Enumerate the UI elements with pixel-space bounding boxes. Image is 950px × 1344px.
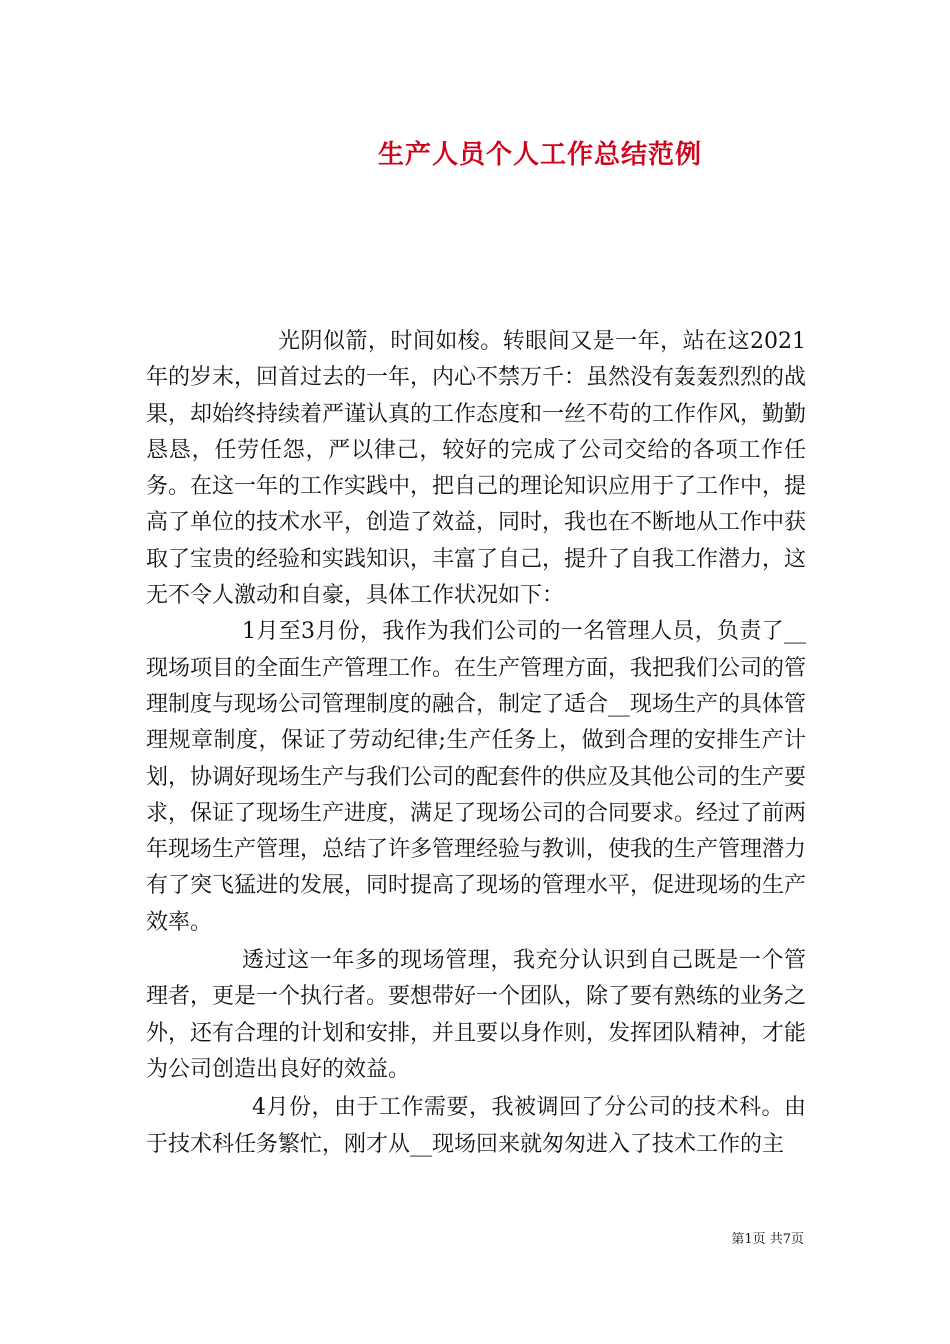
paragraph-april: 4月份，由于工作需要，我被调回了分公司的技术科。由于技术科任务繁忙，刚才从__现场回来就匆匆进入了技术工作的主 — [146, 1095, 806, 1157]
document-title: 生产人员个人工作总结范例 — [377, 140, 702, 170]
paragraph-reflection: 透过这一年多的现场管理，我充分认识到自己既是一个管理者，更是一个执行者。要想带好一个团队，除了要有熟练的业务之外，还有合理的计划和安排，并且要以身作则，发挥团队精神，才能为公司创造出良好的效益。 — [146, 948, 807, 1082]
page-number-footer: 第1页 共7页 — [731, 1232, 804, 1247]
paragraph-jan-mar: 1月至3月份，我作为我们公司的一名管理人员，负责了__现场项目的全面生产管理工作。在生产管理方面，我把我们公司的管理制度与现场公司管理制度的融合，制定了适合__现场生产的具体管理规章制度，保证了劳动纪律;生产任务上，做到合理的安排生产计划，协调好现场生产与我们公司的配套件的供应及其他公司的生产要求，保证了现场生产进度，满足了现场公司的合同要求。经过了前两年现场生产管理，总结了许多管理经验与教训，使我的生产管理潜力有了突飞猛进的发展，同时提高了现场的管理水平，促进现场的生产效率。 — [146, 619, 807, 935]
paragraph-intro: 光阴似箭，时间如梭。转眼间又是一年，站在这2021年的岁末，回首过去的一年，内心不禁万千：虽然没有轰轰烈烈的战果，却始终持续着严谨认真的工作态度和一丝不苟的工作作风，勤勤恳恳，任劳任怨，严以律己，较好的完成了公司交给的各项工作任务。在这一年的工作实践中，把自己的理论知识应用于了工作中，提高了单位的技术水平，创造了效益，同时，我也在不断地从工作中获取了宝贵的经验和实践知识，丰富了自己，提升了自我工作潜力，这无不令人激动和自豪，具体工作状况如下： — [146, 329, 807, 609]
document-body — [146, 324, 806, 1163]
